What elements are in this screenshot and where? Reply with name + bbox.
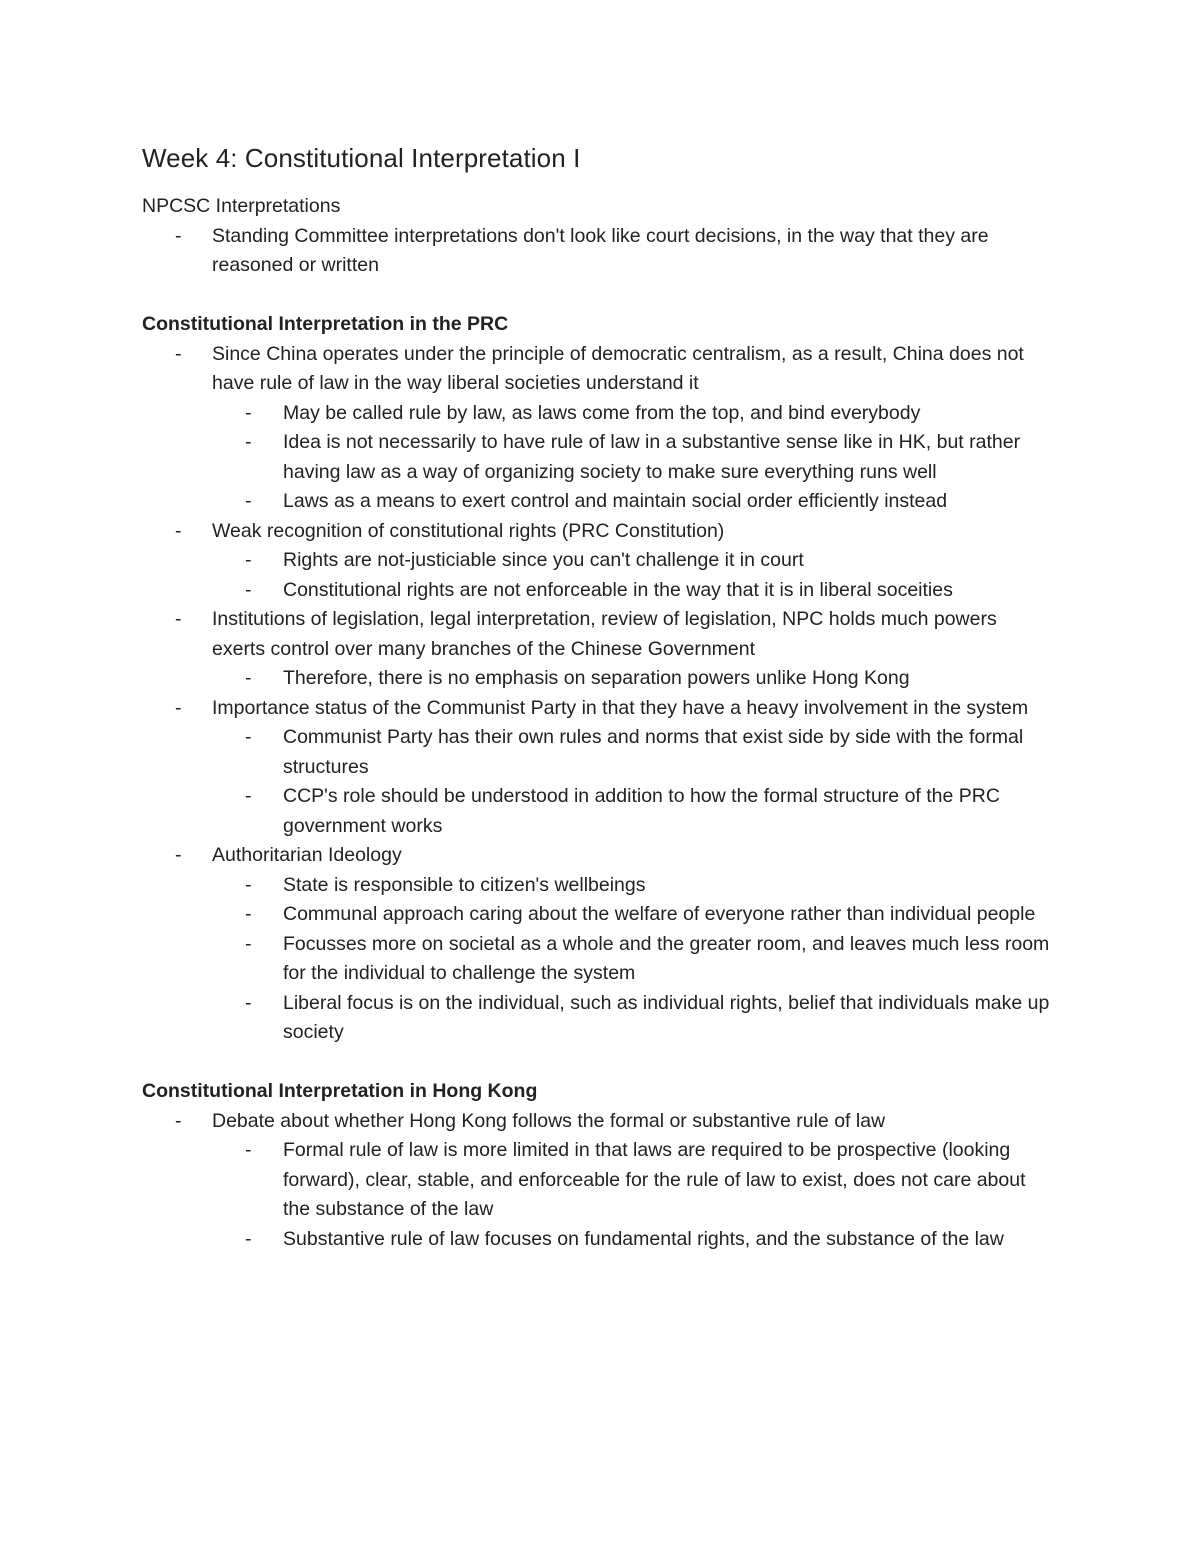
sub-bullet-list	[212, 723, 1052, 841]
dash-bullet: -	[245, 490, 252, 512]
bullet-list	[142, 340, 1052, 1048]
sub-list-item-text: Rights are not-justiciable since you can't challenge it in court	[283, 549, 804, 571]
dash-bullet: -	[245, 578, 252, 601]
list-item-text: Debate about whether Hong Kong follows the formal or substantive rule of law	[212, 1109, 886, 1132]
list-item-text: Institutions of legislation, legal interpretation, review of legislation, NPC holds much powers exerts control over many branches of the Chinese Government	[212, 608, 997, 660]
list-item-text: Weak recognition of constitutional rights (PRC Constitution)	[212, 519, 725, 542]
section-heading: Constitutional Interpretation in the PRC	[142, 313, 509, 335]
sub-bullet-list	[212, 664, 1052, 694]
sub-list-item-text: Laws as a means to exert control and maintain social order efficiently instead	[283, 490, 948, 512]
sub-bullet-list	[212, 546, 1052, 605]
sub-list-item-text: Idea is not necessarily to have rule of law in a substantive sense like in HK, but rather having law as a way of organizing society to make sure everything runs well	[283, 431, 1021, 483]
list-item-text: Authoritarian Ideology	[212, 844, 402, 866]
sub-list-item	[212, 546, 1052, 576]
sub-bullet-list	[212, 871, 1052, 1048]
list-item-text: Standing Committee interpretations don't look like court decisions, in the way that they are reasoned or written	[212, 224, 989, 276]
list-item	[142, 1107, 1052, 1255]
dash-bullet: -	[245, 549, 252, 571]
sub-list-item	[212, 900, 1052, 930]
sub-list-item-text: Communal approach caring about the welfare of everyone rather than individual people	[283, 903, 1036, 925]
list-item	[142, 517, 1052, 606]
sub-list-item-text: Liberal focus is on the individual, such as individual rights, belief that individuals make up society	[283, 991, 1050, 1043]
dash-bullet: -	[175, 342, 182, 365]
sub-list-item-text: May be called rule by law, as laws come from the top, and bind everybody	[283, 401, 921, 424]
sub-list-item	[212, 487, 1052, 517]
section-npcsc	[142, 192, 1052, 281]
dash-bullet: -	[245, 1139, 252, 1161]
sub-list-item-text: Communist Party has their own rules and norms that exist side by side with the formal structures	[283, 726, 1024, 778]
list-item-text: Importance status of the Communist Party in that they have a heavy involvement in the system	[212, 696, 1029, 719]
dash-bullet: -	[175, 519, 182, 542]
sub-bullet-list	[212, 1136, 1052, 1254]
section-hong-kong	[142, 1077, 1052, 1254]
list-item-text: Since China operates under the principle of democratic centralism, as a result, China does not have rule of law in the way liberal societies understand it	[212, 342, 1024, 394]
sub-list-item	[212, 782, 1052, 841]
dash-bullet: -	[245, 873, 252, 896]
list-item	[142, 694, 1052, 842]
list-item	[142, 841, 1052, 1048]
sub-list-item	[212, 989, 1052, 1048]
section-prc	[142, 310, 1052, 1048]
sub-list-item	[212, 1225, 1052, 1255]
sub-list-item	[212, 664, 1052, 694]
dash-bullet: -	[245, 1227, 252, 1250]
list-item	[142, 340, 1052, 517]
dash-bullet: -	[245, 401, 252, 424]
section-heading: Constitutional Interpretation in Hong Kong	[142, 1080, 538, 1102]
sub-list-item-text: Constitutional rights are not enforceable in the way that it is in liberal soceities	[283, 578, 953, 601]
dash-bullet: -	[245, 785, 252, 807]
dash-bullet: -	[175, 696, 182, 719]
document-page	[142, 138, 1052, 1254]
bullet-list	[142, 222, 1052, 281]
sub-list-item	[212, 399, 1052, 429]
sub-bullet-list	[212, 399, 1052, 517]
dash-bullet: -	[245, 903, 252, 925]
dash-bullet: -	[245, 932, 252, 955]
bullet-list	[142, 1107, 1052, 1255]
dash-bullet: -	[175, 1109, 182, 1132]
sub-list-item	[212, 723, 1052, 782]
list-item	[142, 222, 1052, 281]
list-item	[142, 605, 1052, 694]
sub-list-item	[212, 1136, 1052, 1225]
sub-list-item-text: CCP's role should be understood in addition to how the formal structure of the PRC government works	[283, 785, 1000, 837]
dash-bullet: -	[245, 431, 252, 453]
section-heading: NPCSC Interpretations	[142, 195, 341, 217]
dash-bullet: -	[175, 224, 182, 247]
sub-list-item	[212, 930, 1052, 989]
sub-list-item	[212, 576, 1052, 606]
sub-list-item	[212, 871, 1052, 901]
page-title: Week 4: Constitutional Interpretation I	[142, 143, 581, 173]
sub-list-item-text: Therefore, there is no emphasis on separation powers unlike Hong Kong	[283, 667, 910, 689]
sub-list-item-text: Formal rule of law is more limited in that laws are required to be prospective (looking forward), clear, stable, and enforceable for the rule of law to exist, does not care about the substance of the law	[283, 1139, 1026, 1220]
dash-bullet: -	[175, 608, 182, 630]
sub-list-item-text: State is responsible to citizen's wellbeings	[283, 873, 646, 896]
dash-bullet: -	[245, 991, 252, 1014]
dash-bullet: -	[175, 844, 182, 866]
dash-bullet: -	[245, 667, 252, 689]
sub-list-item-text: Substantive rule of law focuses on fundamental rights, and the substance of the law	[283, 1227, 1004, 1250]
sub-list-item-text: Focusses more on societal as a whole and the greater room, and leaves much less room for the individual to challenge the system	[283, 932, 1050, 984]
sub-list-item	[212, 428, 1052, 487]
dash-bullet: -	[245, 726, 252, 748]
